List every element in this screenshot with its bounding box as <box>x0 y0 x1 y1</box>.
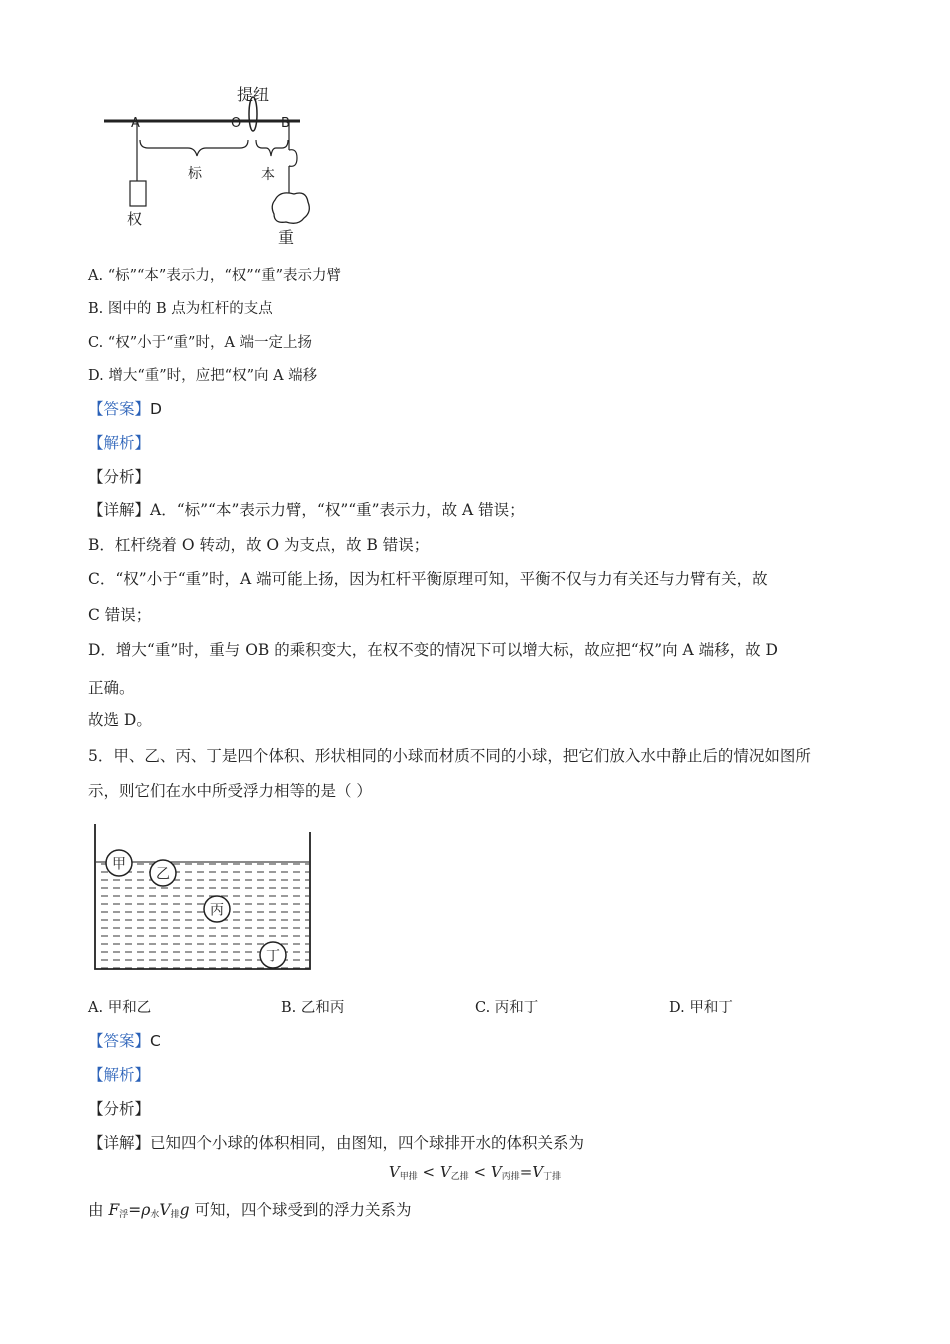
q4-analysis-tag: 【解析】 <box>88 434 151 452</box>
q5-stem-line1: 5．甲、乙、丙、丁是四个体积、形状相同的小球而材质不同的小球，把它们放入水中静止后的情况如图所 <box>88 747 811 765</box>
label-biao: 标 <box>188 166 202 182</box>
ball-bing <box>204 896 230 922</box>
q5-option-b: B. 乙和丙 <box>281 1000 345 1016</box>
q4-option-a: A. “标”“本”表示力，“权”“重”表示力臂 <box>88 268 341 284</box>
q4-detail-line: C 错误； <box>88 606 152 624</box>
svg-text:丙: 丙 <box>210 902 224 919</box>
ball-jia <box>106 850 132 876</box>
q4-option-c: C. “权”小于“重”时，A 端一定上扬 <box>88 335 313 351</box>
steelyard-diagram <box>100 78 330 250</box>
label-O: O <box>231 116 242 131</box>
ball-yi <box>150 860 176 886</box>
q4-option-b: B. 图中的 B 点为杠杆的支点 <box>88 301 273 317</box>
label-quan: 权 <box>127 210 143 228</box>
q4-detail-line: B．杠杆绕着 O 转动，故 O 为支点，故 B 错误； <box>88 536 430 554</box>
counterweight <box>130 181 146 206</box>
q5-detail-line: 【详解】已知四个小球的体积相同，由图知，四个球排开水的体积关系为 <box>88 1134 585 1152</box>
q5-stem-line2: 示，则它们在水中所受浮力相等的是（ ） <box>88 782 372 800</box>
q5-fenxi-tag: 【分析】 <box>88 1100 151 1118</box>
q4-detail-line: C．“权”小于“重”时，A 端可能上扬，因为杠杆平衡原理可知，平衡不仅与力有关还与力臂有关，故 <box>88 570 768 588</box>
svg-text:乙: 乙 <box>156 866 170 883</box>
label-B: B <box>281 116 290 131</box>
q4-detail-line: 故选 D。 <box>88 711 152 729</box>
label-zhong: 重 <box>278 228 295 247</box>
label-tini: 提纽 <box>237 85 270 104</box>
q5-option-c: C. 丙和丁 <box>475 1000 539 1016</box>
q4-detail-line: 【详解】A．“标”“本”表示力臂，“权”“重”表示力，故 A 错误； <box>88 501 525 519</box>
brace-ben <box>256 140 288 156</box>
q4-option-d: D. 增大“重”时，应把“权”向 A 端移 <box>88 368 318 384</box>
brace-biao <box>140 140 248 156</box>
heavy-object <box>272 193 309 223</box>
q5-analysis-tag: 【解析】 <box>88 1066 151 1084</box>
q4-answer <box>88 397 162 419</box>
label-A: A <box>131 116 140 131</box>
answer-tag: 【答案】 <box>88 400 151 418</box>
answer-value: C <box>150 1032 161 1050</box>
buoyancy-formula-line: 由 $F_浮=\rho_水V_排g$ 可知，四个球受到的浮力关系为 <box>88 1201 412 1220</box>
water-container-diagram <box>88 820 323 980</box>
q5-option-a: A. 甲和乙 <box>88 1000 152 1016</box>
ball-ding <box>260 942 286 968</box>
volume-relation-formula: $V_{甲排} < V_{乙排} < V_{丙排}=V_{丁排}$ <box>388 1163 562 1182</box>
q5-answer <box>88 1029 161 1051</box>
answer-value: D <box>150 400 162 418</box>
q4-fenxi-tag: 【分析】 <box>88 468 151 486</box>
answer-tag: 【答案】 <box>88 1032 151 1050</box>
q5-option-d: D. 甲和丁 <box>669 1000 733 1016</box>
label-ben: 本 <box>261 167 275 183</box>
svg-text:丁: 丁 <box>266 948 280 965</box>
q4-detail-line: D．增大“重”时，重与 OB 的乘积变大，在权不变的情况下可以增大标，故应把“权”向 A 端移，故 D <box>88 641 778 659</box>
q4-detail-line: 正确。 <box>88 679 135 697</box>
svg-text:甲: 甲 <box>112 856 126 873</box>
